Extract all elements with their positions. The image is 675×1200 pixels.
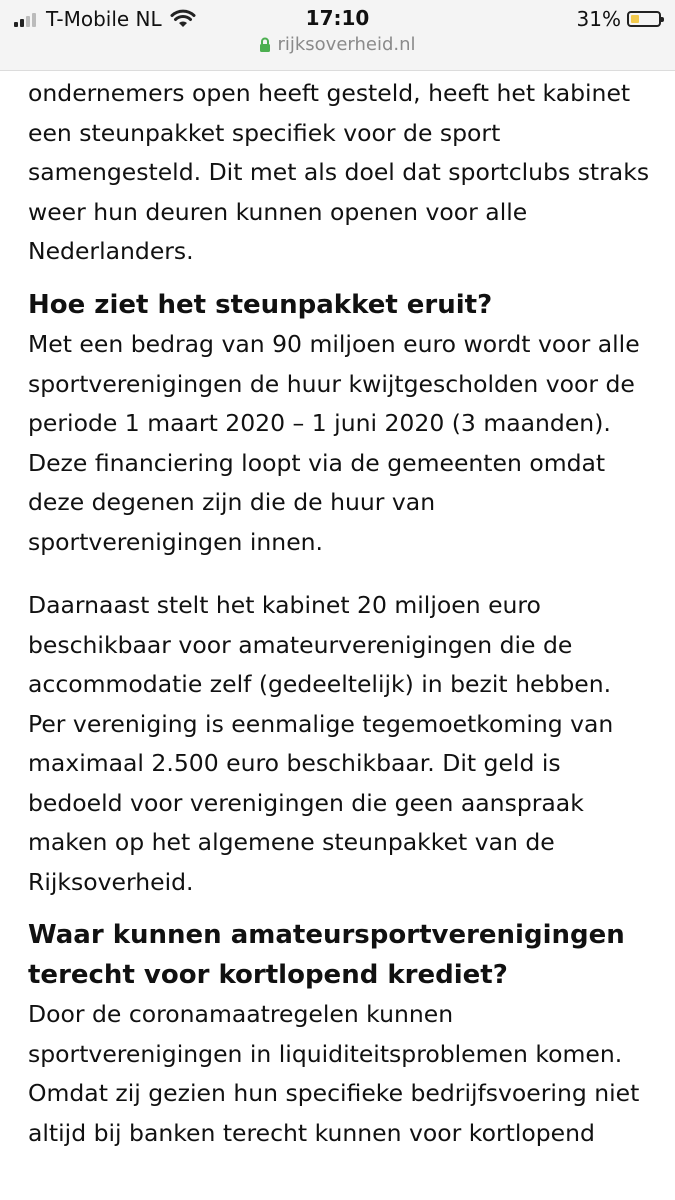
- clock: 17:10: [305, 6, 370, 30]
- status-bar: [0, 0, 675, 71]
- battery-group: [577, 6, 661, 32]
- heading-steunpakket: Hoe ziet het steunpakket eruit?: [28, 289, 493, 320]
- battery-icon: [627, 11, 661, 27]
- url-text: rijksoverheid.nl: [277, 34, 416, 55]
- battery-level: [631, 15, 639, 23]
- lock-icon: [259, 37, 271, 53]
- heading-krediet: Waar kunnen amateursportverenigingen terecht voor kortlopend krediet?: [28, 920, 625, 990]
- battery-percent: 31%: [576, 7, 621, 31]
- paragraph-accommodatie: Daarnaast stelt het kabinet 20 miljoen euro beschikbaar voor amateurverenigingen die de accommodatie zelf (gedeeltelijk) in bezit hebben. Per vereniging is eenmalige tegemoetkoming van maximaal 2.500 euro beschikbaar. Dit geld is bedoeld voor verenigingen die geen aanspraak maken op het algemene steunpakket van de Rijksoverheid.: [28, 591, 614, 896]
- paragraph-corona: Door de coronamaatregelen kunnen sportverenigingen in liquiditeitsproblemen komen. Omdat zij gezien hun specifieke bedrijfsvoering niet altijd bij banken terecht kunnen voor kortlopend: [28, 1000, 640, 1147]
- intro-paragraph: ondernemers open heeft gesteld, heeft het kabinet een steunpakket specifiek voor de sport samengesteld. Dit met als doel dat sportclubs straks weer hun deuren kunnen openen voor alle Nederlanders.: [28, 79, 650, 265]
- carrier-group: [14, 6, 196, 32]
- signal-icon: [14, 11, 38, 27]
- article-content: [28, 60, 653, 1153]
- carrier-label: T-Mobile NL: [46, 7, 162, 31]
- paragraph-huur: Met een bedrag van 90 miljoen euro wordt voor alle sportverenigingen de huur kwijtgescholden voor de periode 1 maart 2020 – 1 juni 2020 (3 maanden). Deze financiering loopt via de gemeenten omdat deze degenen zijn die de huur van sportverenigingen innen.: [28, 330, 640, 556]
- wifi-icon: [170, 9, 196, 29]
- address-bar[interactable]: [0, 34, 675, 55]
